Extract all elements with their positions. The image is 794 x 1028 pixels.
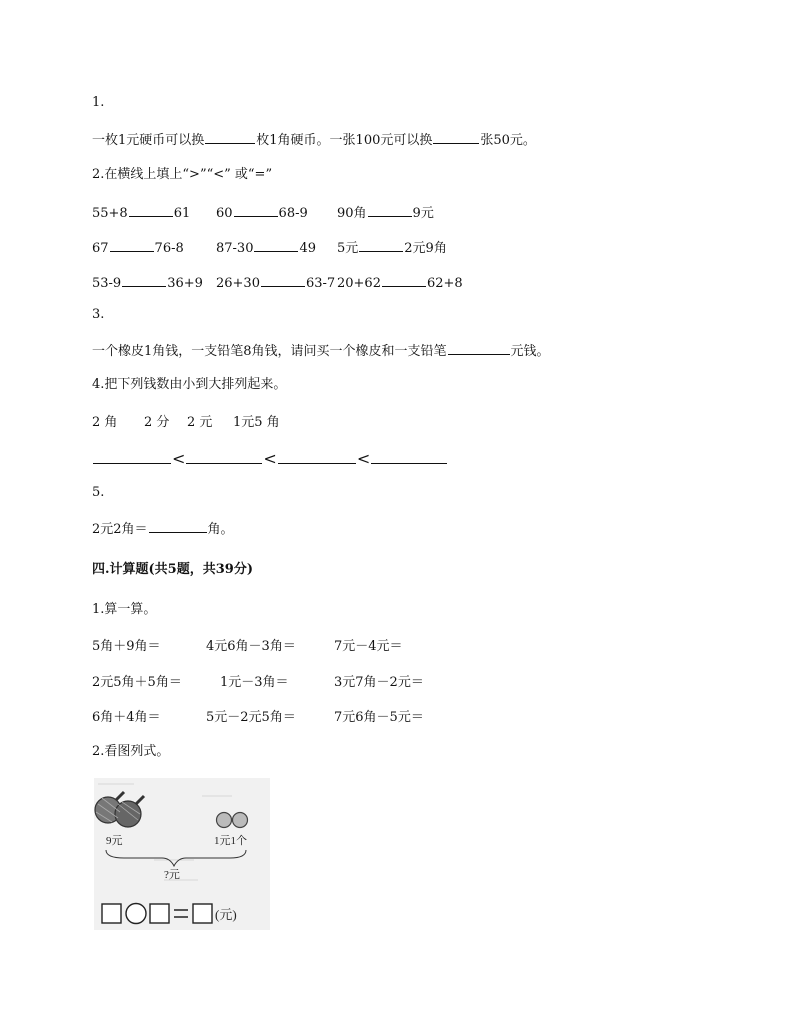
compare-right: 61 bbox=[173, 206, 191, 221]
unit-label: (元) bbox=[215, 907, 237, 922]
picture-problem-figure bbox=[94, 778, 270, 930]
figure-title: 2.看图列式。 bbox=[92, 744, 170, 759]
q3-line bbox=[92, 341, 550, 361]
compare-item bbox=[92, 273, 203, 293]
compare-left: 5元 bbox=[337, 241, 359, 256]
compare-left: 55+8 bbox=[92, 206, 128, 221]
q3-text-a: 一个橡皮1角钱，一支铅笔8角钱，请问买一个橡皮和一支铅笔 bbox=[92, 344, 447, 359]
q4-blank-3[interactable] bbox=[278, 450, 356, 464]
compare-blank[interactable] bbox=[110, 238, 154, 252]
q1-text-a: 一枚1元硬币可以换 bbox=[92, 133, 205, 148]
calc-problem: 7元－4元＝ bbox=[334, 639, 403, 654]
right-price-label: 1元1个 bbox=[214, 835, 247, 847]
q5-blank[interactable] bbox=[149, 519, 207, 533]
compare-left: 60 bbox=[216, 206, 233, 221]
calc-problem: 5角＋9角＝ bbox=[92, 639, 161, 654]
equation-box-1[interactable] bbox=[102, 904, 121, 923]
compare-item bbox=[337, 203, 434, 223]
compare-left: 20+62 bbox=[337, 276, 381, 291]
compare-right: 36+9 bbox=[167, 276, 203, 291]
q4-blank-4[interactable] bbox=[371, 450, 447, 464]
q5-line bbox=[92, 519, 234, 539]
calc-problem: 2元5角＋5角＝ bbox=[92, 675, 182, 690]
q4-blank-1[interactable] bbox=[93, 450, 171, 464]
compare-blank[interactable] bbox=[254, 238, 298, 252]
compare-right: 76-8 bbox=[154, 241, 184, 256]
q1-blank-1[interactable] bbox=[205, 130, 255, 144]
compare-right: 68-9 bbox=[278, 206, 308, 221]
compare-item bbox=[216, 238, 316, 258]
compare-blank[interactable] bbox=[129, 203, 173, 217]
q5-text-b: 角。 bbox=[207, 522, 234, 537]
q4-item-4: 1元5 角 bbox=[233, 415, 280, 430]
section-heading: 四.计算题(共5题，共39分) bbox=[92, 562, 253, 577]
q4-lt-3: < bbox=[356, 449, 371, 468]
q1-line bbox=[92, 130, 536, 150]
q5-number: 5. bbox=[92, 485, 105, 500]
compare-blank[interactable] bbox=[368, 203, 412, 217]
compare-right: 49 bbox=[299, 241, 317, 256]
compare-right: 62+8 bbox=[426, 276, 463, 291]
compare-right: 63-7 bbox=[305, 276, 336, 291]
compare-left: 67 bbox=[92, 241, 109, 256]
compare-blank[interactable] bbox=[234, 203, 278, 217]
calc-problem: 6角＋4角＝ bbox=[92, 710, 161, 725]
compare-item bbox=[92, 203, 190, 223]
total-price-label: ?元 bbox=[164, 869, 180, 881]
compare-right: 2元9角 bbox=[404, 241, 447, 256]
compare-blank[interactable] bbox=[382, 273, 426, 287]
q4-item-1: 2 角 bbox=[92, 415, 118, 430]
q1-text-b: 枚1角硬币。一张100元可以换 bbox=[256, 133, 433, 148]
q4-order-line bbox=[92, 450, 448, 468]
equation-box-answer[interactable] bbox=[193, 904, 212, 923]
q4-item-2: 2 分 bbox=[144, 415, 170, 430]
left-price-label: 9元 bbox=[106, 835, 123, 847]
q1-text-c: 张50元。 bbox=[480, 133, 536, 148]
compare-left: 90角 bbox=[337, 206, 367, 221]
calc-problem: 1元－3角＝ bbox=[220, 675, 289, 690]
q4-title: 4.把下列钱数由小到大排列起来。 bbox=[92, 377, 287, 392]
calc-problem: 5元－2元5角＝ bbox=[206, 710, 296, 725]
q4-item-3: 2 元 bbox=[187, 415, 213, 430]
compare-left: 87-30 bbox=[216, 241, 254, 256]
compare-left: 53-9 bbox=[92, 276, 122, 291]
equation-operator-circle[interactable] bbox=[126, 904, 146, 924]
q3-text-b: 元钱。 bbox=[510, 344, 550, 359]
q4-lt-1: < bbox=[172, 449, 186, 468]
calc-problem: 7元6角－5元＝ bbox=[334, 710, 424, 725]
calc-title: 1.算一算。 bbox=[92, 602, 157, 617]
calc-problem: 3元7角－2元＝ bbox=[334, 675, 424, 690]
compare-item bbox=[216, 273, 335, 293]
equation-box-2[interactable] bbox=[150, 904, 169, 923]
compare-blank[interactable] bbox=[261, 273, 305, 287]
q4-lt-2: < bbox=[263, 449, 277, 468]
compare-item bbox=[216, 203, 308, 223]
q2-title: 2.在横线上填上“>”“<” 或“=” bbox=[92, 167, 273, 182]
q3-number: 3. bbox=[92, 307, 105, 322]
q4-blank-2[interactable] bbox=[186, 450, 262, 464]
q1-number: 1. bbox=[92, 95, 105, 110]
compare-blank[interactable] bbox=[359, 238, 403, 252]
q1-blank-2[interactable] bbox=[433, 130, 479, 144]
calc-problem: 4元6角－3角＝ bbox=[206, 639, 296, 654]
compare-blank[interactable] bbox=[122, 273, 166, 287]
q3-blank[interactable] bbox=[448, 341, 510, 355]
compare-item bbox=[92, 238, 184, 258]
compare-left: 26+30 bbox=[216, 276, 260, 291]
compare-item bbox=[337, 273, 463, 293]
compare-item bbox=[337, 238, 447, 258]
q5-text-a: 2元2角＝ bbox=[92, 522, 148, 537]
compare-right: 9元 bbox=[412, 206, 434, 221]
